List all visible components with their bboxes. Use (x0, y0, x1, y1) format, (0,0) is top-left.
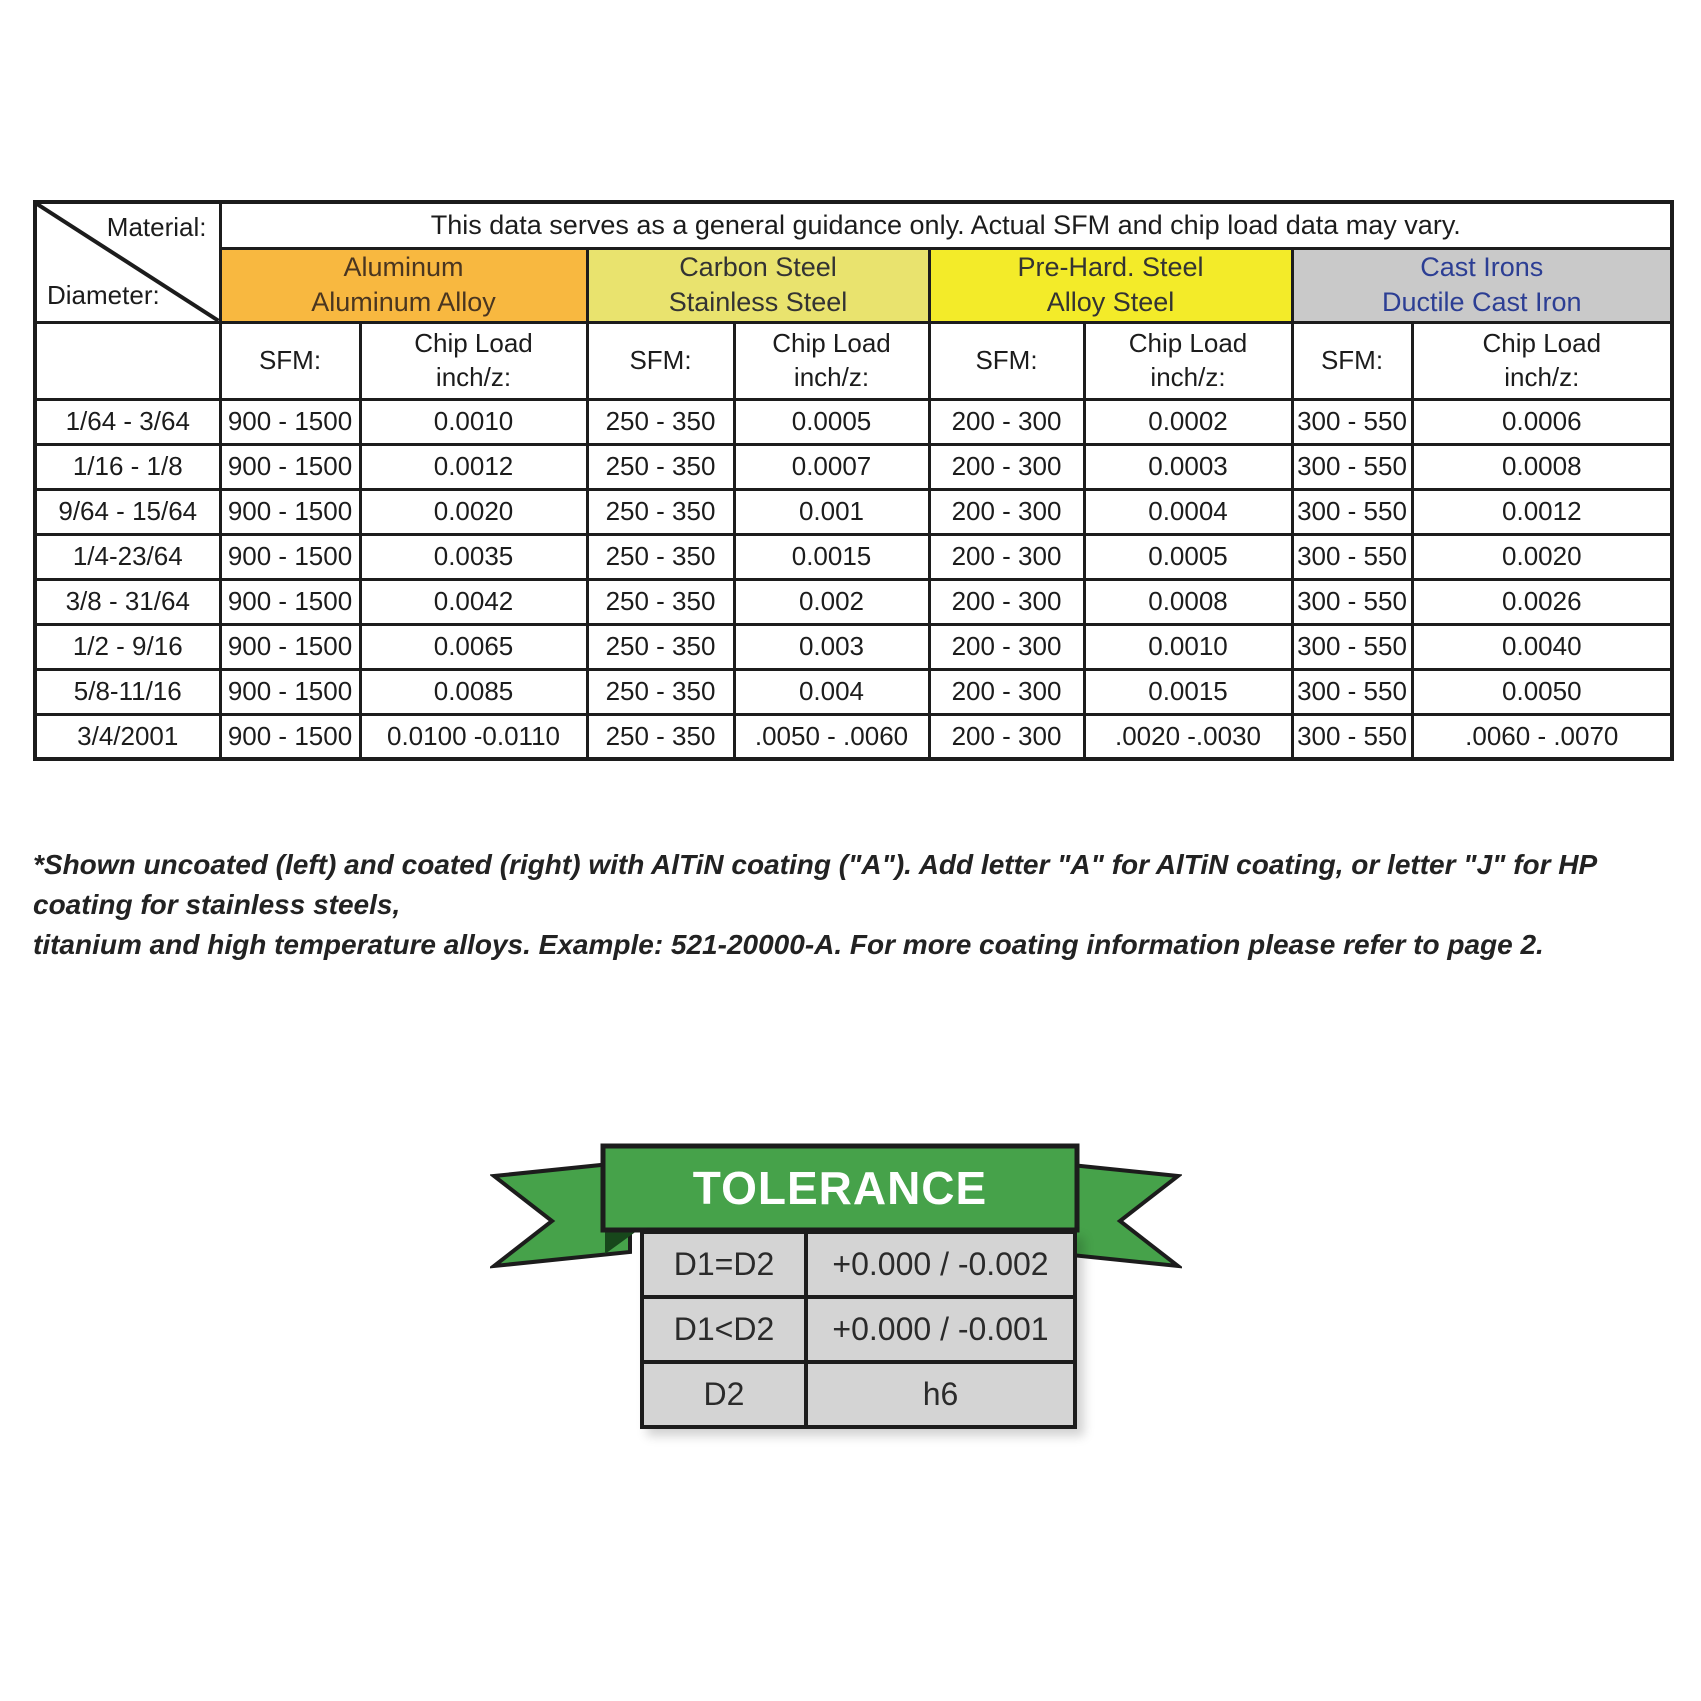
sfm-value-cell: 250 - 350 (587, 444, 734, 489)
diameter-cell: 1/2 - 9/16 (35, 624, 220, 669)
chip-load-header-line2: inch/z: (435, 361, 512, 392)
tolerance-section (490, 1142, 1182, 1442)
sfm-value-cell: 900 - 1500 (220, 489, 360, 534)
chip-load-value-cell: 0.0005 (1084, 534, 1292, 579)
tolerance-condition: D2 (642, 1362, 806, 1427)
chip-load-header-line1: Chip Load (772, 327, 891, 358)
sfm-value-cell: 200 - 300 (929, 624, 1084, 669)
material-label: Material: (106, 212, 207, 242)
chip-load-value-cell: 0.0005 (734, 399, 929, 444)
chip-load-header-line2: inch/z: (1150, 361, 1226, 392)
chip-load-value-cell: 0.0007 (734, 444, 929, 489)
tolerance-row (642, 1297, 1075, 1362)
chip-load-value-cell: 0.0003 (1084, 444, 1292, 489)
material-diameter-corner-cell (35, 202, 220, 322)
sfm-value-cell: 900 - 1500 (220, 714, 360, 759)
group-header-cast-irons (1292, 248, 1672, 322)
table-row (35, 579, 1672, 624)
chip-load-value-cell: 0.0100 -0.0110 (360, 714, 587, 759)
chip-load-value-cell: 0.0010 (1084, 624, 1292, 669)
table-row (35, 714, 1672, 759)
chip-load-value-cell: .0020 -.0030 (1084, 714, 1292, 759)
chip-load-value-cell: 0.0012 (1412, 489, 1672, 534)
group-header-line2: Stainless Steel (668, 287, 848, 318)
chip-load-header (360, 322, 587, 399)
group-header-line2: Alloy Steel (1046, 287, 1175, 318)
tolerance-row (642, 1232, 1075, 1297)
diameter-cell: 9/64 - 15/64 (35, 489, 220, 534)
chip-load-value-cell: 0.0020 (360, 489, 587, 534)
diameter-cell: 1/4-23/64 (35, 534, 220, 579)
group-header-aluminum (220, 248, 587, 322)
diameter-cell: 5/8-11/16 (35, 669, 220, 714)
diameter-cell: 3/4/2001 (35, 714, 220, 759)
sfm-value-cell: 300 - 550 (1292, 399, 1412, 444)
sfm-value-cell: 250 - 350 (587, 489, 734, 534)
sfm-header: SFM: (220, 322, 360, 399)
diameter-cell: 1/64 - 3/64 (35, 399, 220, 444)
sfm-value-cell: 900 - 1500 (220, 624, 360, 669)
tolerance-row (642, 1362, 1075, 1427)
sfm-header: SFM: (587, 322, 734, 399)
chip-load-value-cell: 0.002 (734, 579, 929, 624)
chip-load-value-cell: 0.0015 (734, 534, 929, 579)
chip-load-value-cell: 0.0008 (1084, 579, 1292, 624)
sfm-value-cell: 250 - 350 (587, 399, 734, 444)
chip-load-header-line1: Chip Load (1128, 327, 1248, 358)
chip-load-header-line2: inch/z: (1504, 361, 1580, 392)
group-header-prehard-steel (929, 248, 1292, 322)
tolerance-table (640, 1230, 1077, 1429)
chip-load-header-line1: Chip Load (414, 327, 533, 358)
sfm-value-cell: 250 - 350 (587, 714, 734, 759)
sfm-value-cell: 200 - 300 (929, 444, 1084, 489)
sfm-value-cell: 300 - 550 (1292, 444, 1412, 489)
sfm-value-cell: 200 - 300 (929, 399, 1084, 444)
chip-load-value-cell: 0.0065 (360, 624, 587, 669)
footnote-line1: *Shown uncoated (left) and coated (right) with AlTiN coating ("A"). Add letter "A" for AlTiN coating, or letter "J" for HP coating for stainless steels, (33, 849, 1597, 920)
chip-load-header (734, 322, 929, 399)
guidance-text: This data serves as a general guidance only. Actual SFM and chip load data may vary. (220, 202, 1672, 248)
chip-load-value-cell: 0.0010 (360, 399, 587, 444)
chip-load-value-cell: 0.003 (734, 624, 929, 669)
group-header-line1: Pre-Hard. Steel (1017, 251, 1204, 282)
chip-load-value-cell: 0.0042 (360, 579, 587, 624)
coating-footnote (33, 845, 1678, 964)
sfm-value-cell: 300 - 550 (1292, 669, 1412, 714)
empty-diameter-header-cell (35, 322, 220, 399)
sfm-value-cell: 200 - 300 (929, 534, 1084, 579)
table-row (35, 669, 1672, 714)
sfm-value-cell: 300 - 550 (1292, 489, 1412, 534)
chip-load-value-cell: 0.0006 (1412, 399, 1672, 444)
chip-load-value-cell: 0.0035 (360, 534, 587, 579)
group-header-line1: Cast Irons (1420, 251, 1544, 282)
chip-load-value-cell: 0.0012 (360, 444, 587, 489)
chip-load-value-cell: 0.001 (734, 489, 929, 534)
chip-load-value-cell: 0.004 (734, 669, 929, 714)
chip-load-header-line2: inch/z: (793, 361, 870, 392)
sfm-header: SFM: (929, 322, 1084, 399)
table-row (35, 489, 1672, 534)
sfm-value-cell: 300 - 550 (1292, 714, 1412, 759)
speeds-feeds-table (33, 200, 1674, 761)
group-header-line2: Ductile Cast Iron (1381, 287, 1582, 318)
sfm-value-cell: 250 - 350 (587, 669, 734, 714)
sfm-value-cell: 200 - 300 (929, 489, 1084, 534)
sfm-value-cell: 900 - 1500 (220, 534, 360, 579)
chip-load-value-cell: 0.0085 (360, 669, 587, 714)
sfm-value-cell: 900 - 1500 (220, 399, 360, 444)
sfm-value-cell: 250 - 350 (587, 624, 734, 669)
table-row (35, 534, 1672, 579)
tolerance-title: TOLERANCE (692, 1162, 988, 1214)
table-row (35, 399, 1672, 444)
tolerance-value: +0.000 / -0.002 (806, 1232, 1075, 1297)
sfm-value-cell: 200 - 300 (929, 714, 1084, 759)
table-row (35, 624, 1672, 669)
chip-load-value-cell: 0.0040 (1412, 624, 1672, 669)
chip-load-header (1412, 322, 1672, 399)
sfm-value-cell: 300 - 550 (1292, 624, 1412, 669)
sfm-value-cell: 300 - 550 (1292, 579, 1412, 624)
diameter-cell: 1/16 - 1/8 (35, 444, 220, 489)
chip-load-header (1084, 322, 1292, 399)
diameter-cell: 3/8 - 31/64 (35, 579, 220, 624)
chip-load-value-cell: 0.0008 (1412, 444, 1672, 489)
footnote-line2: titanium and high temperature alloys. Example: 521-20000-A. For more coating information please refer to page 2. (33, 928, 1544, 960)
sfm-value-cell: 900 - 1500 (220, 669, 360, 714)
chip-load-value-cell: 0.0020 (1412, 534, 1672, 579)
tolerance-value: +0.000 / -0.001 (806, 1297, 1075, 1362)
group-header-line1: Aluminum (343, 251, 464, 282)
sfm-value-cell: 250 - 350 (587, 534, 734, 579)
sfm-value-cell: 900 - 1500 (220, 444, 360, 489)
group-header-line1: Carbon Steel (679, 251, 837, 282)
group-header-carbon-steel (587, 248, 929, 322)
group-header-line2: Aluminum Alloy (311, 287, 496, 318)
chip-load-value-cell: .0060 - .0070 (1412, 714, 1672, 759)
chip-load-value-cell: 0.0015 (1084, 669, 1292, 714)
sfm-value-cell: 900 - 1500 (220, 579, 360, 624)
chip-load-value-cell: 0.0004 (1084, 489, 1292, 534)
chip-load-header-line1: Chip Load (1482, 327, 1602, 358)
tolerance-condition: D1<D2 (642, 1297, 806, 1362)
table-row (35, 444, 1672, 489)
tolerance-condition: D1=D2 (642, 1232, 806, 1297)
chip-load-value-cell: 0.0050 (1412, 669, 1672, 714)
sfm-value-cell: 300 - 550 (1292, 534, 1412, 579)
chip-load-value-cell: 0.0002 (1084, 399, 1292, 444)
chip-load-value-cell: .0050 - .0060 (734, 714, 929, 759)
sfm-value-cell: 200 - 300 (929, 669, 1084, 714)
sfm-value-cell: 200 - 300 (929, 579, 1084, 624)
tolerance-value: h6 (806, 1362, 1075, 1427)
sfm-header: SFM: (1292, 322, 1412, 399)
sfm-value-cell: 250 - 350 (587, 579, 734, 624)
chip-load-value-cell: 0.0026 (1412, 579, 1672, 624)
diameter-label: Diameter: (47, 279, 160, 310)
